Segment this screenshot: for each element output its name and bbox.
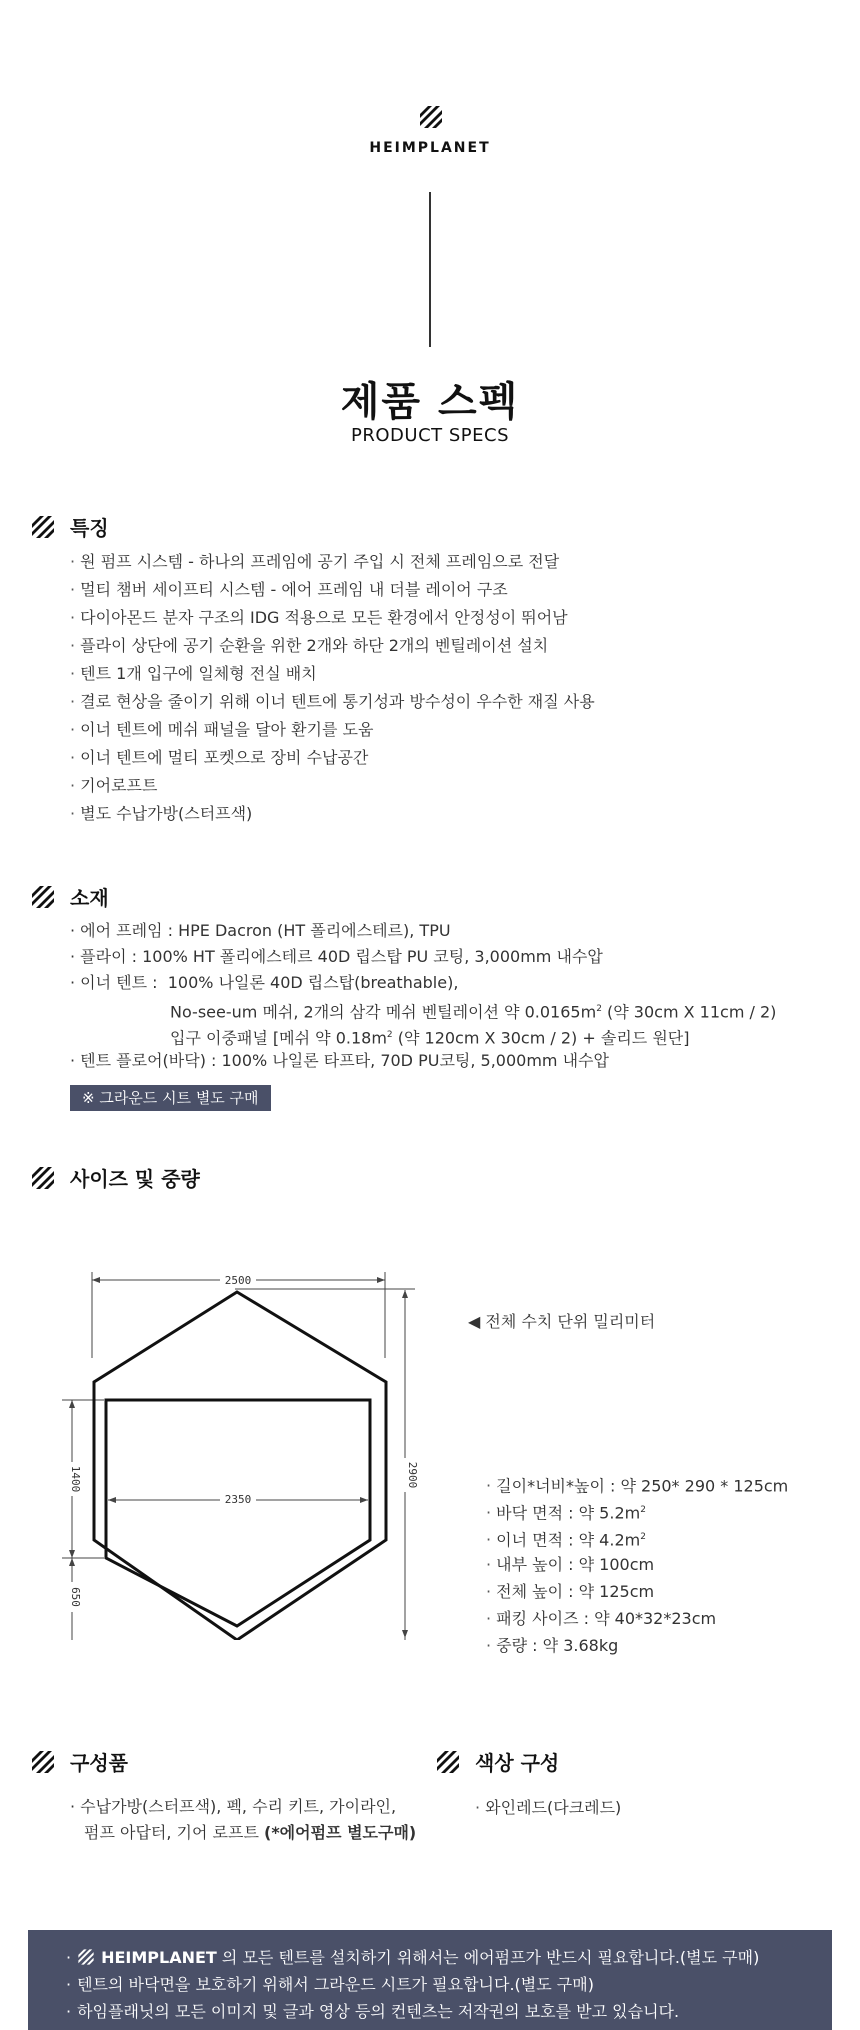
spec-item: · 바닥 면적 : 약 $5.2m^2$ bbox=[486, 1497, 788, 1524]
divider-line bbox=[429, 192, 431, 347]
ground-sheet-note: ※ 그라운드 시트 별도 구매 bbox=[70, 1085, 271, 1111]
section-mark-icon bbox=[30, 1749, 56, 1775]
list-item: · 다이아몬드 분자 구조의 IDG 적용으로 모든 환경에서 안정성이 뛰어남 bbox=[70, 604, 595, 632]
list-item: · 기어로프트 bbox=[70, 772, 595, 800]
spec-list bbox=[486, 1470, 788, 1659]
page-subtitle: PRODUCT SPECS bbox=[351, 425, 509, 446]
colors-title: 색상 구성 bbox=[475, 1751, 560, 1775]
components-title: 구성품 bbox=[70, 1751, 128, 1775]
list-item: · 이너 텐트에 메쉬 패널을 달아 환기를 도움 bbox=[70, 716, 595, 744]
material-inner: · 이너 텐트 : 100% 나일론 40D 립스탑(breathable), bbox=[70, 973, 459, 992]
spec-item: · 길이*너비*높이 : 약 250* 290 * 125cm bbox=[486, 1470, 788, 1497]
footer-line-2: · 텐트의 바닥면을 보호하기 위해서 그라운드 시트가 필요합니다.(별도 구매) bbox=[66, 1975, 594, 1994]
page-title: 제품 스펙 bbox=[340, 379, 520, 425]
list-item: · 별도 수납가방(스터프색) bbox=[70, 800, 595, 828]
size-heading bbox=[30, 1163, 200, 1192]
top-width-label: 2500 bbox=[224, 1274, 252, 1287]
height-label: 2900 bbox=[406, 1461, 419, 1489]
material-fly: · 플라이 : 100% HT 폴리에스테르 40D 립스탑 PU 코팅, 3,000mm 내수압 bbox=[70, 947, 603, 966]
left-lower-label: 650 bbox=[69, 1587, 82, 1607]
list-item: · 이너 텐트에 멀티 포켓으로 장비 수납공간 bbox=[70, 744, 595, 772]
section-mark-icon bbox=[435, 1749, 461, 1775]
features-list bbox=[70, 548, 595, 828]
spec-item: · 이너 면적 : 약 $4.2m^2$ bbox=[486, 1524, 788, 1551]
left-upper-label: 1400 bbox=[69, 1465, 82, 1493]
list-item: · 원 펌프 시스템 - 하나의 프레임에 공기 주입 시 전체 프레임으로 전달 bbox=[70, 548, 595, 576]
spec-item: · 내부 높이 : 약 100cm bbox=[486, 1551, 788, 1578]
material-inner-mesh: No-see-um 메쉬, 2개의 삼각 메쉬 벤틸레이션 약 $0.0165m^2$ (약 30cm X 11cm / 2) bbox=[170, 1002, 777, 1022]
component-line-1: · 수납가방(스터프색), 펙, 수리 키트, 가이라인, bbox=[70, 1797, 397, 1816]
section-mark-icon bbox=[30, 514, 56, 540]
brand-name: HEIMPLANET bbox=[369, 140, 491, 156]
inner-width-label: 2350 bbox=[224, 1493, 252, 1506]
colors-list bbox=[475, 1794, 621, 1822]
spec-item: · 중량 : 약 3.68kg bbox=[486, 1632, 788, 1659]
spec-item: · 전체 높이 : 약 125cm bbox=[486, 1578, 788, 1605]
tent-floor-diagram bbox=[40, 1240, 440, 1640]
features-title: 특징 bbox=[70, 516, 109, 540]
size-title: 사이즈 및 중량 bbox=[70, 1167, 200, 1191]
section-mark-icon bbox=[30, 1165, 56, 1191]
spec-item: · 패킹 사이즈 : 약 40*32*23cm bbox=[486, 1605, 788, 1632]
footer-line-3: · 하임플래닛의 모든 이미지 및 글과 영상 등의 컨텐츠는 저작권의 보호를 받고 있습니다. bbox=[66, 2002, 680, 2021]
colors-heading bbox=[435, 1747, 559, 1776]
material-floor: · 텐트 플로어(바닥) : 100% 나일론 타프타, 70D PU코팅, 5,000mm 내수압 bbox=[70, 1051, 609, 1070]
heimplanet-logo-icon bbox=[77, 1948, 95, 1966]
list-item: · 멀티 챔버 세이프티 시스템 - 에어 프레임 내 더블 레이어 구조 bbox=[70, 576, 595, 604]
heimplanet-logo-icon bbox=[418, 104, 444, 130]
materials-list bbox=[70, 918, 776, 1074]
color-item: · 와인레드(다크레드) bbox=[475, 1794, 621, 1822]
unit-note: ◀ 전체 수치 단위 밀리미터 bbox=[468, 1312, 656, 1331]
list-item: · 결로 현상을 줄이기 위해 이너 텐트에 통기성과 방수성이 우수한 재질 사용 bbox=[70, 688, 595, 716]
material-inner-panel: 입구 이중패널 [메쉬 약 $0.18m^2$ (약 120cm X 30cm / 2) + 솔리드 원단] bbox=[170, 1028, 690, 1048]
materials-title: 소재 bbox=[70, 886, 109, 910]
list-item: · 텐트 1개 입구에 일체형 전실 배치 bbox=[70, 660, 595, 688]
features-heading bbox=[30, 512, 109, 541]
list-item: · 플라이 상단에 공기 순환을 위한 2개와 하단 2개의 벤틸레이션 설치 bbox=[70, 632, 595, 660]
component-line-2: 펌프 아답터, 기어 로프트 (*에어펌프 별도구매) bbox=[84, 1823, 417, 1842]
components-list bbox=[70, 1794, 416, 1846]
materials-heading bbox=[30, 882, 109, 911]
material-frame: · 에어 프레임 : HPE Dacron (HT 폴리에스테르), TPU bbox=[70, 921, 451, 940]
footer-notice bbox=[28, 1930, 832, 2030]
components-heading bbox=[30, 1747, 128, 1776]
footer-line-1: · HEIMPLANET 의 모든 텐트를 설치하기 위해서는 에어펌프가 반드시 필요합니다.(별도 구매) bbox=[66, 1948, 760, 1967]
section-mark-icon bbox=[30, 884, 56, 910]
